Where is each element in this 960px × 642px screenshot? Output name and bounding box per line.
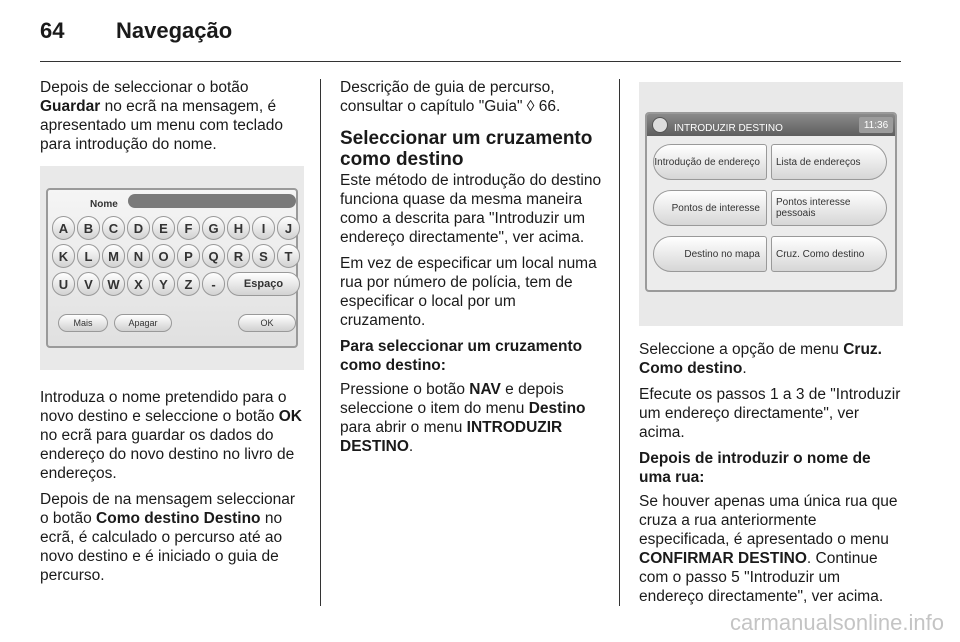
- column-divider-1: [320, 79, 321, 606]
- keyboard-key: W: [102, 272, 125, 296]
- keyboard-key: -: [202, 272, 225, 296]
- keyboard-key: N: [127, 244, 150, 268]
- paragraph-guidance-ref: Descrição de guia de percurso, consultar o capítulo "Guia" ◊ 66.: [340, 79, 561, 115]
- keyboard-keys: [52, 216, 300, 296]
- paragraph-steps: Efecute os passos 1 a 3 de "Introduzir um endereço directamente", ver acima.: [639, 386, 901, 441]
- keyboard-key: V: [77, 272, 100, 296]
- page-number: 64: [40, 18, 65, 43]
- keyboard-key: A: [52, 216, 75, 240]
- keyboard-key: I: [252, 216, 275, 240]
- paragraph-nav-steps: Pressione o botão NAV e depois seleccione o item do menu Destino para abrir o menu INTRODUZIR DESTINO.: [340, 381, 586, 455]
- personal-poi-button: Pontos interesse pessoais: [771, 190, 887, 226]
- header-rule: [40, 61, 901, 62]
- keyboard-key: G: [202, 216, 225, 240]
- name-label: Nome: [90, 199, 118, 210]
- keyboard-key: X: [127, 272, 150, 296]
- keyboard-key: E: [152, 216, 175, 240]
- column-1: [40, 78, 304, 592]
- keyboard-key: L: [77, 244, 100, 268]
- junction-destination-button: Cruz. Como destino: [771, 236, 887, 272]
- keyboard-key: R: [227, 244, 250, 268]
- section-heading: Seleccionar um cruzamento como destino: [340, 128, 593, 170]
- keyboard-screenshot: [40, 166, 304, 370]
- paragraph-select-option: Seleccione a opção de menu Cruz. Como destino.: [639, 341, 882, 377]
- space-key: Espaço: [227, 272, 300, 296]
- delete-button: Apagar: [114, 314, 172, 332]
- page-title: Navegação: [116, 18, 233, 43]
- keyboard-key: P: [177, 244, 200, 268]
- paragraph-confirm: Se houver apenas uma única rua que cruza a rua anteriormente especificada, é apresentado o menu CONFIRMAR DESTINO. Continue com o passo 5 "Introduzir um endereço directamente", ver acima.: [639, 493, 898, 605]
- subheading-after-street: Depois de introduzir o nome de uma rua:: [639, 450, 871, 486]
- destination-menu-screenshot: [639, 82, 903, 326]
- keyboard-key: H: [227, 216, 250, 240]
- paragraph-junction: Em vez de especificar um local numa rua por número de polícia, tem de especificar o local por um cruzamento.: [340, 255, 597, 329]
- keyboard-key: K: [52, 244, 75, 268]
- column-2: [340, 78, 604, 463]
- ok-button: OK: [238, 314, 296, 332]
- poi-button: Pontos de interesse: [653, 190, 767, 226]
- paragraph-as-destination: Depois de na mensagem seleccionar o botão Como destino Destino no ecrã, é calculado o percurso até ao novo destino e é iniciado o guia de percurso.: [40, 491, 296, 584]
- navigation-icon: [652, 117, 668, 133]
- paragraph-method: Este método de introdução do destino funciona quase da mesma maneira como a descrita para "Introduzir um endereço directamente", ver acima.: [340, 172, 602, 246]
- clock: 11:36: [859, 117, 893, 133]
- address-list-button: Lista de endereços: [771, 144, 887, 180]
- keyboard-bottom-bar: [52, 314, 300, 332]
- watermark: carmanualsonline.info: [729, 610, 944, 635]
- keyboard-key: O: [152, 244, 175, 268]
- keyboard-screen: [46, 188, 298, 348]
- keyboard-key: C: [102, 216, 125, 240]
- more-button: Mais: [58, 314, 108, 332]
- menu-title-bar: [647, 114, 895, 136]
- destination-on-map-button: Destino no mapa: [653, 236, 767, 272]
- keyboard-key: Q: [202, 244, 225, 268]
- subheading-select-junction: Para seleccionar um cruzamento como destino:: [340, 338, 583, 374]
- address-entry-button: Introdução de endereço: [653, 144, 767, 180]
- keyboard-key: S: [252, 244, 275, 268]
- keyboard-key: M: [102, 244, 125, 268]
- paragraph-save-intro: Depois de seleccionar o botão Guardar no ecrã na mensagem, é apresentado um menu com teclado para introdução do nome.: [40, 79, 283, 153]
- keyboard-key: Z: [177, 272, 200, 296]
- keyboard-key: J: [277, 216, 300, 240]
- name-input-field: [128, 194, 296, 208]
- destination-menu-screen: [645, 112, 897, 292]
- keyboard-key: T: [277, 244, 300, 268]
- keyboard-key: F: [177, 216, 200, 240]
- keyboard-key: U: [52, 272, 75, 296]
- column-3: [639, 78, 903, 613]
- menu-title: INTRODUZIR DESTINO: [674, 123, 783, 134]
- column-divider-2: [619, 79, 620, 606]
- keyboard-key: D: [127, 216, 150, 240]
- keyboard-key: Y: [152, 272, 175, 296]
- paragraph-enter-name: Introduza o nome pretendido para o novo destino e seleccione o botão OK no ecrã para guardar os dados do endereço do novo destino no livro de endereços.: [40, 389, 302, 482]
- keyboard-key: B: [77, 216, 100, 240]
